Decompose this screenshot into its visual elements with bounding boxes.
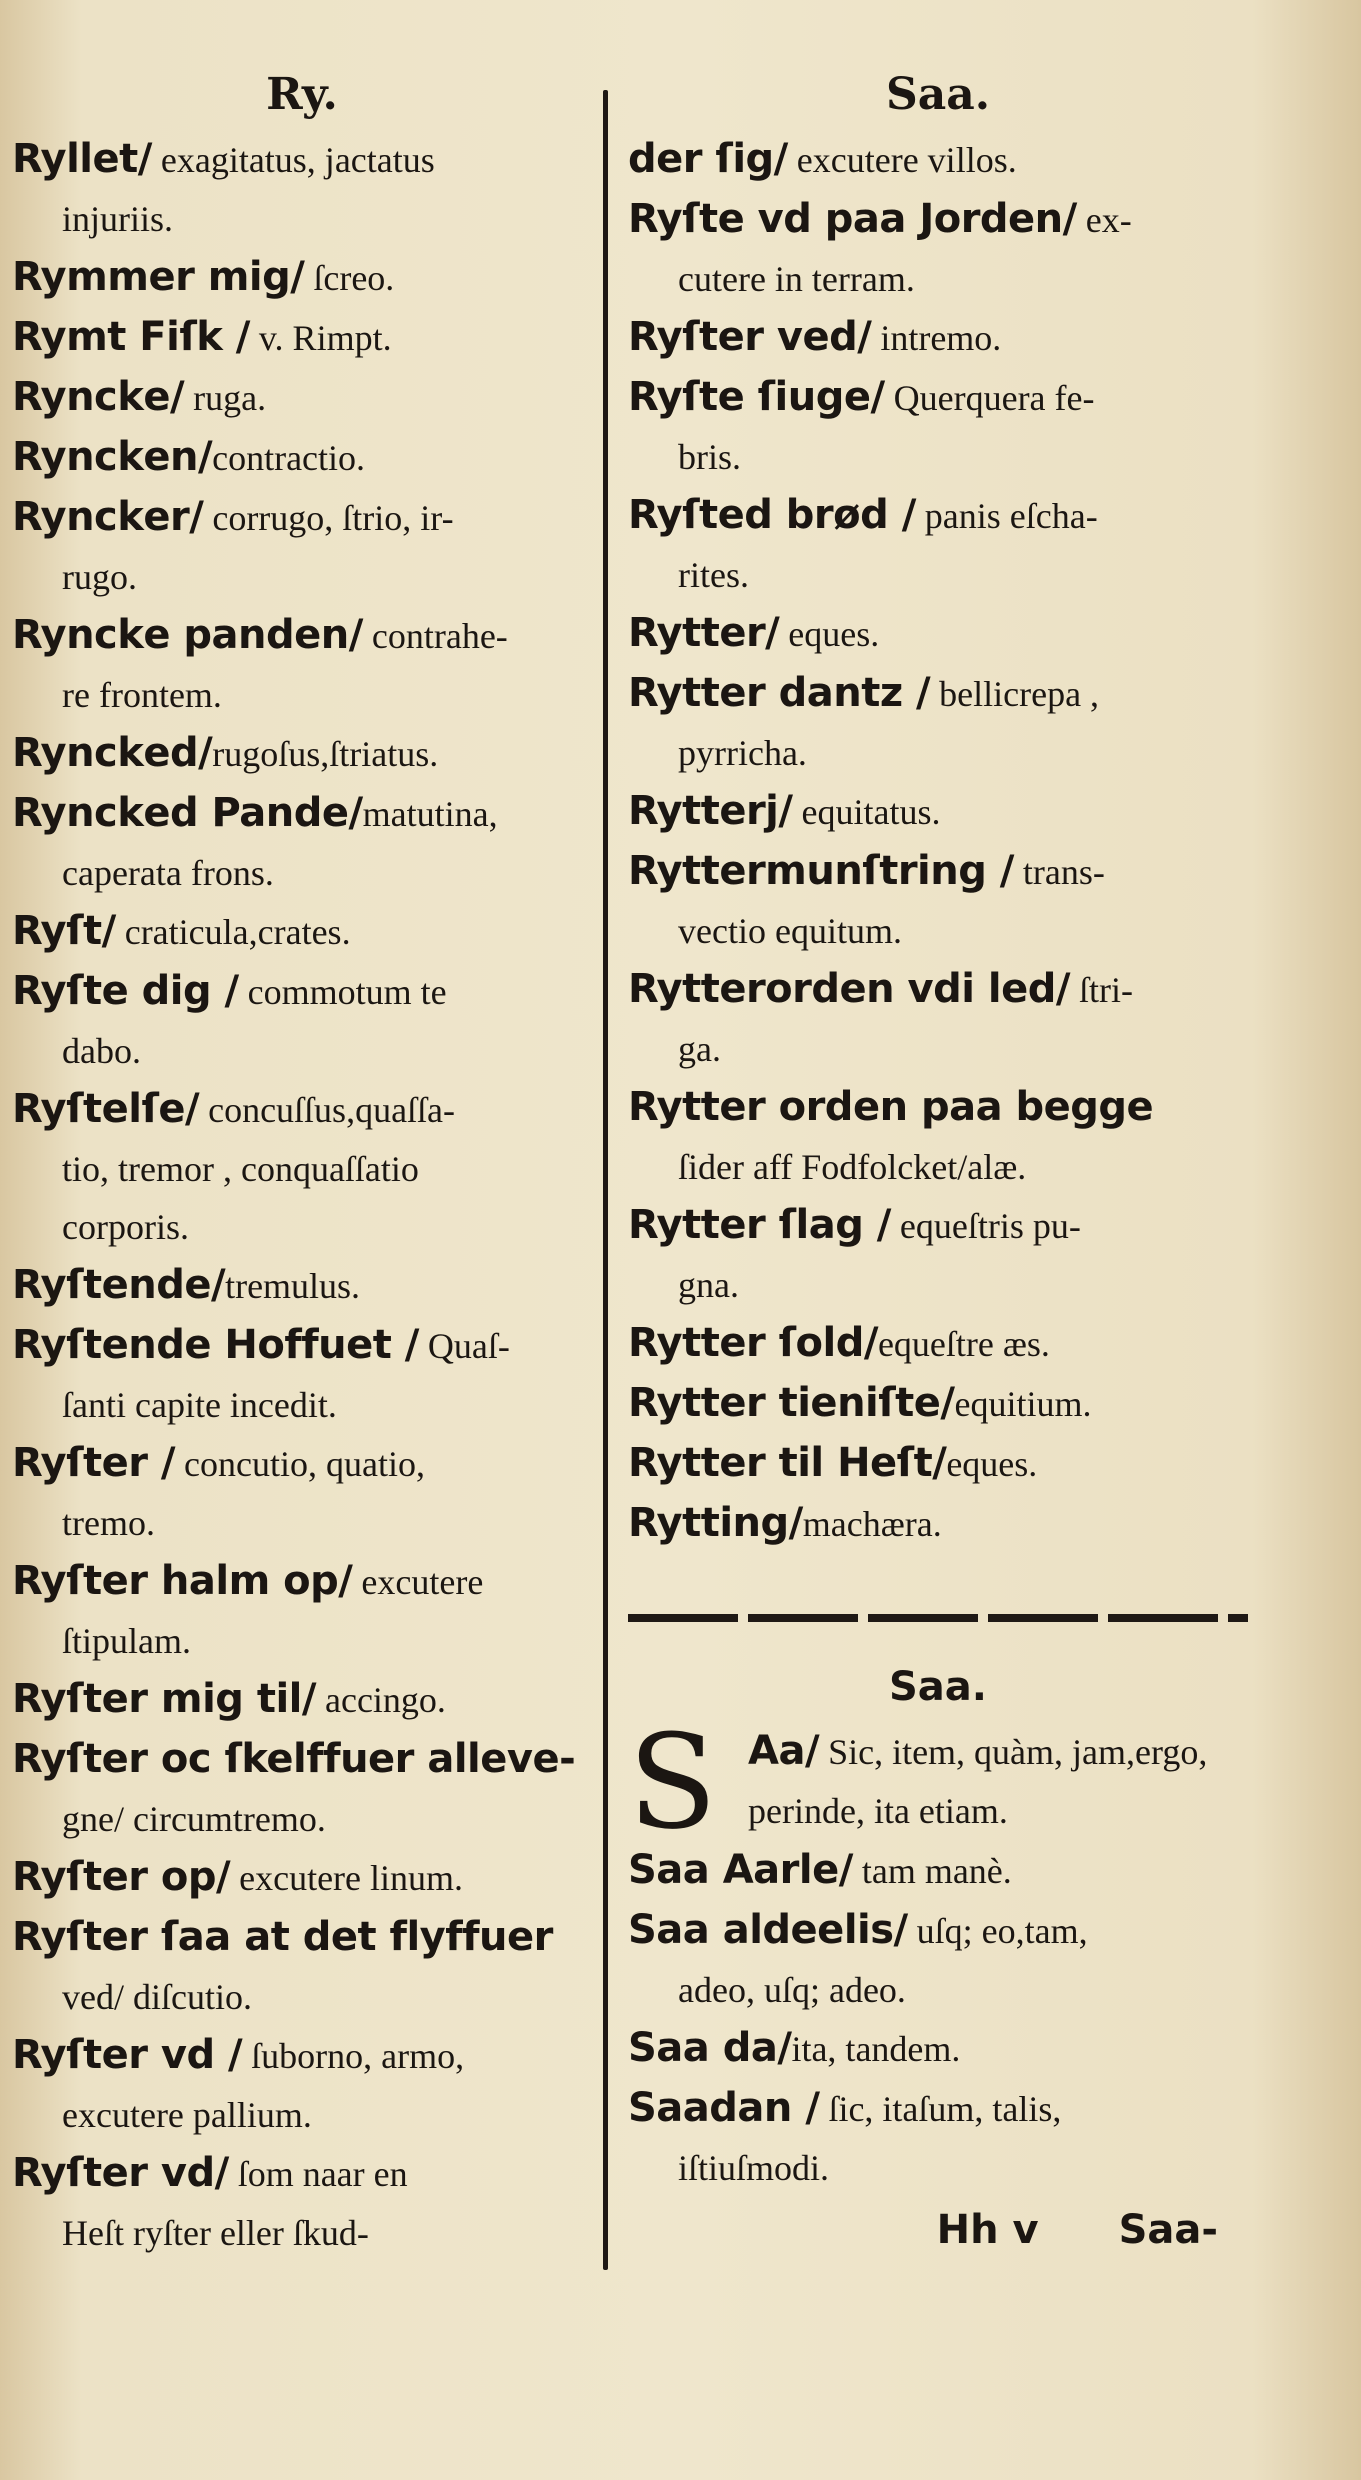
entry-gloss: machæra.	[802, 1504, 942, 1544]
entry-gloss: equeſtris pu-	[890, 1206, 1081, 1246]
dictionary-entry	[12, 130, 592, 248]
dictionary-entry	[12, 368, 592, 428]
entry-continuation: gna.	[678, 1265, 739, 1305]
dictionary-entry	[12, 1730, 592, 1848]
entry-gloss: concuſſus,quaſſa-	[199, 1090, 456, 1130]
left-running-head: Ry.	[266, 69, 338, 120]
entry-headword: Saa Aarle/	[628, 1847, 853, 1893]
entry-headword: Rynckеn/	[12, 434, 213, 480]
dictionary-entry	[628, 2019, 1248, 2079]
entry-headword: Rytter orden paa begge	[628, 1084, 1154, 1130]
entry-continuation: ſtipulam.	[62, 1621, 191, 1661]
entry-continuation: ved/ diſcutio.	[62, 1977, 252, 2017]
entry-headword: Rymt Fiſk /	[12, 314, 250, 360]
entry-continuation: iſtiuſmodi.	[678, 2148, 830, 2188]
entry-gloss: eques.	[946, 1444, 1038, 1484]
dictionary-entry	[12, 724, 592, 784]
dictionary-entry	[12, 1316, 592, 1434]
entry-gloss: ſic, itaſum, talis,	[819, 2089, 1062, 2129]
dictionary-entry	[628, 1374, 1248, 1434]
entry-gloss: concutio, quatio,	[175, 1444, 425, 1484]
entry-continuation: tio, tremor , conquaſſatio	[62, 1149, 419, 1189]
left-column	[12, 60, 592, 2262]
signature-mark: Hh v	[936, 2207, 1039, 2253]
entry-gloss: Sic, item, quàm, jam,ergo, perinde, ita etiam.	[748, 1732, 1208, 1831]
dictionary-entry	[12, 784, 592, 902]
entry-headword: Ryſter oc ſkelffuer alleve-	[12, 1736, 576, 1782]
entry-continuation: cutere in terram.	[678, 259, 915, 299]
entry-headword: Ryſtende/	[12, 1262, 226, 1308]
dictionary-entry	[628, 486, 1248, 604]
left-entry-list	[12, 130, 592, 2262]
dictionary-entry	[12, 1908, 592, 2026]
entry-headword: Rytter til Heſt/	[628, 1440, 947, 1486]
dictionary-entry	[12, 1670, 592, 1730]
entry-headword: Ryſte vd paa Jorden/	[628, 196, 1077, 242]
entry-headword: Rytter dantz /	[628, 670, 931, 716]
entry-gloss: Quaſ-	[418, 1326, 510, 1366]
entry-headword: Ryllet/	[12, 136, 152, 182]
dictionary-entry	[12, 1080, 592, 1256]
dictionary-entry	[12, 488, 592, 606]
entry-continuation: tremo.	[62, 1503, 155, 1543]
dictionary-entry	[628, 842, 1248, 960]
entry-headword: Ryſte ſiuge/	[628, 374, 885, 420]
entry-continuation: bris.	[678, 437, 741, 477]
entry-gloss: tam manè.	[852, 1851, 1012, 1891]
entry-continuation: vectio equitum.	[678, 911, 902, 951]
entry-headword: Saa da/	[628, 2025, 792, 2071]
entry-headword: Rynckе panden/	[12, 612, 363, 658]
entry-gloss: ruga.	[184, 378, 267, 418]
entry-gloss: excutere linum.	[230, 1858, 464, 1898]
entry-continuation: ſider aff Fodfolcket/alæ.	[678, 1147, 1027, 1187]
entry-headword: Ryſter halm op/	[12, 1558, 353, 1604]
entry-headword: Ryſte dig /	[12, 968, 239, 1014]
entry-headword: Rytter ſold/	[628, 1320, 878, 1366]
entry-continuation: caperata frons.	[62, 853, 274, 893]
dictionary-entry	[12, 606, 592, 724]
right-entry-list	[628, 130, 1248, 1554]
dictionary-entry	[12, 2026, 592, 2144]
dictionary-entry	[628, 190, 1248, 308]
entry-continuation: adeo, uſq; adeo.	[678, 1970, 906, 2010]
entry-headword: Rytting/	[628, 1500, 803, 1546]
entry-headword: Aa/	[748, 1728, 820, 1774]
entry-headword: Rytter ſlag /	[628, 1202, 891, 1248]
dropcap-entry	[628, 1706, 1248, 1858]
dictionary-entry	[628, 130, 1248, 190]
entry-gloss: uſq; eo,tam,	[907, 1911, 1088, 1951]
dictionary-entry	[12, 1848, 592, 1908]
dictionary-entry	[12, 308, 592, 368]
page-footer	[628, 2207, 1248, 2253]
dropcap-letter: S	[628, 1706, 718, 1858]
entry-continuation: rites.	[678, 555, 749, 595]
entry-gloss: rugoſus,ſtriatus.	[212, 734, 439, 774]
entry-continuation: pyrricha.	[678, 733, 807, 773]
entry-headword: Rymmer mig/	[12, 254, 305, 300]
entry-gloss: corrugo, ſtrio, ir-	[203, 498, 454, 538]
entry-gloss: excutere villos.	[787, 140, 1017, 180]
entry-continuation: Heſt ryſter eller ſkud-	[62, 2213, 369, 2253]
entry-headword: Ryſter ſaa at det flyffuer	[12, 1914, 553, 1960]
entry-gloss: Querquera fe-	[884, 378, 1095, 418]
entry-gloss: equeſtre æs.	[877, 1324, 1050, 1364]
dictionary-entry	[628, 1494, 1248, 1554]
section-divider	[628, 1614, 1248, 1622]
dictionary-entry	[12, 1434, 592, 1552]
entry-gloss: craticula,crates.	[115, 912, 351, 952]
entry-gloss: ſom naar en	[228, 2154, 408, 2194]
entry-gloss: excutere	[352, 1562, 484, 1602]
entry-continuation: excutere pallium.	[62, 2095, 312, 2135]
entry-continuation: ga.	[678, 1029, 721, 1069]
dictionary-entry	[12, 2144, 592, 2262]
entry-gloss: exagitatus, jactatus	[151, 140, 435, 180]
dictionary-entry	[12, 902, 592, 962]
dictionary-entry	[628, 1314, 1248, 1374]
entry-gloss: matutina,	[362, 794, 498, 834]
entry-continuation: corporis.	[62, 1207, 189, 1247]
entry-headword: Ryſter mig til/	[12, 1676, 316, 1722]
dictionary-entry	[12, 428, 592, 488]
entry-gloss: ex-	[1076, 200, 1132, 240]
entry-gloss: ita, tandem.	[791, 2029, 961, 2069]
entry-continuation: gne/ circumtremo.	[62, 1799, 326, 1839]
entry-continuation: ſanti capite incedit.	[62, 1385, 337, 1425]
entry-headword: Ryſter /	[12, 1440, 175, 1486]
entry-gloss: eques.	[779, 614, 880, 654]
entry-headword: Ryſter vd /	[12, 2032, 243, 2078]
dictionary-entry	[628, 664, 1248, 782]
right-column	[628, 60, 1248, 2253]
entry-headword: Ryſter ved/	[628, 314, 872, 360]
dictionary-entry	[628, 782, 1248, 842]
dictionary-entry	[628, 960, 1248, 1078]
dictionary-entry	[628, 2079, 1248, 2197]
catchword: Saa-	[1118, 2207, 1218, 2253]
entry-continuation: re frontem.	[62, 675, 222, 715]
dictionary-entry	[628, 1196, 1248, 1314]
entry-headword: Ryſt/	[12, 908, 116, 954]
entry-headword: Ryſted brød /	[628, 492, 916, 538]
dictionary-entry	[12, 962, 592, 1080]
dictionary-entry	[628, 1434, 1248, 1494]
dictionary-entry	[628, 604, 1248, 664]
entry-gloss: panis eſcha-	[915, 496, 1098, 536]
entry-continuation: injuriis.	[62, 199, 174, 239]
entry-gloss: tremulus.	[225, 1266, 361, 1306]
entry-headword: Rytter/	[628, 610, 780, 656]
entry-gloss: contrahe-	[362, 616, 508, 656]
entry-gloss: contractio.	[212, 438, 366, 478]
entry-gloss: ſtri-	[1069, 970, 1133, 1010]
entry-headword: Rynckеr/	[12, 494, 204, 540]
entry-headword: Rytterorden vdi led/	[628, 966, 1070, 1012]
column-rule	[603, 90, 608, 2270]
entry-continuation: dabo.	[62, 1031, 141, 1071]
entry-gloss: ſuborno, armo,	[242, 2036, 465, 2076]
entry-headword: Rytterj/	[628, 788, 793, 834]
section-title: Saa.	[889, 1664, 987, 1710]
dictionary-entry	[628, 1841, 1248, 1901]
dictionary-entry	[12, 1256, 592, 1316]
dictionary-entry	[12, 248, 592, 308]
entry-headword: Ryſter vd/	[12, 2150, 229, 2196]
dictionary-entry	[628, 368, 1248, 486]
entry-headword: Ryſtende Hoffuet /	[12, 1322, 419, 1368]
dictionary-entry	[628, 308, 1248, 368]
entry-headword: Rytter tieniſte/	[628, 1380, 955, 1426]
entry-headword: Saa aldeelis/	[628, 1907, 908, 1953]
entry-headword: Rynckеd Pande/	[12, 790, 363, 836]
entry-headword: Rynckеd/	[12, 730, 213, 776]
entry-continuation: rugo.	[62, 557, 137, 597]
entry-gloss: accingo.	[315, 1680, 446, 1720]
entry-gloss: trans-	[1013, 852, 1105, 892]
entry-gloss: ſcreo.	[304, 258, 395, 298]
entry-headword: der ſig/	[628, 136, 788, 182]
entry-gloss: commotum te	[238, 972, 447, 1012]
entry-headword: Ryttermunſtring /	[628, 848, 1014, 894]
entry-gloss: v. Rimpt.	[249, 318, 392, 358]
dictionary-entry	[628, 1901, 1248, 2019]
entry-gloss: intremo.	[871, 318, 1002, 358]
dictionary-entry	[12, 1552, 592, 1670]
right-entry-list-2	[628, 1841, 1248, 2197]
entry-headword: Ryſter op/	[12, 1854, 231, 1900]
entry-gloss: equitium.	[954, 1384, 1092, 1424]
entry-headword: Rynckе/	[12, 374, 185, 420]
entry-headword: Ryſtelſe/	[12, 1086, 200, 1132]
entry-gloss: equitatus.	[792, 792, 941, 832]
entry-headword: Saadan /	[628, 2085, 820, 2131]
entry-gloss: bellicrepa ,	[930, 674, 1100, 714]
dictionary-entry	[628, 1078, 1248, 1196]
right-running-head: Saa.	[885, 69, 991, 120]
